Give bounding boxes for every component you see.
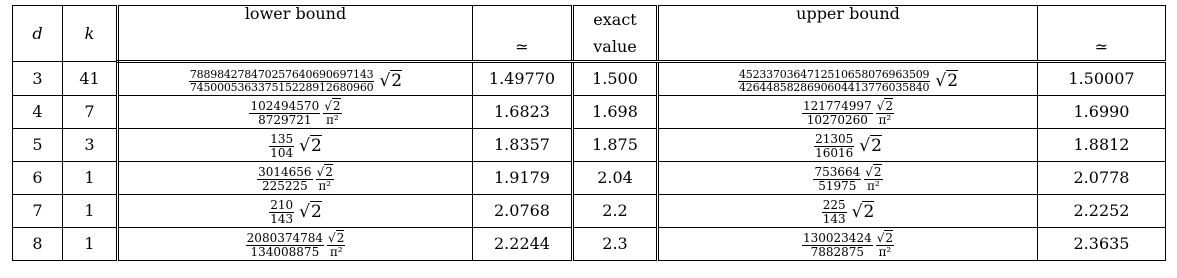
cell-lower-approx: 1.49770 — [473, 62, 573, 96]
radicand: 2 — [873, 165, 882, 180]
cell-d: 4 — [13, 96, 63, 129]
header-exact-line2: value — [573, 33, 658, 62]
cell-lower-approx: 1.8357 — [473, 129, 573, 162]
header-exact-line1: exact — [573, 6, 658, 34]
cell-k: 3 — [63, 129, 118, 162]
denominator: 16016 — [815, 146, 854, 160]
cell-lower-approx: 1.6823 — [473, 96, 573, 129]
numerator: 3014656 — [258, 165, 312, 180]
header-k: k — [63, 6, 118, 62]
bound-expression — [802, 232, 894, 258]
sqrt-sign: √ — [324, 99, 332, 114]
bound-expression — [269, 199, 322, 225]
cell-lower-bound — [118, 162, 473, 195]
cell-k: 1 — [63, 195, 118, 228]
bound-expression — [814, 133, 882, 159]
pi-squared: π² — [329, 245, 343, 260]
sqrt2-over-pi2 — [327, 232, 345, 258]
cell-exact: 2.2 — [573, 195, 658, 228]
radicand: 2 — [310, 136, 322, 156]
sqrt-two — [328, 232, 344, 245]
cell-exact: 1.698 — [573, 96, 658, 129]
cell-lower-bound — [118, 96, 473, 129]
fraction — [269, 133, 294, 159]
cell-lower-bound — [118, 62, 473, 96]
pi-squared: π² — [318, 179, 332, 194]
radicand: 2 — [391, 70, 403, 91]
numerator: 210 — [270, 198, 294, 213]
cell-k: 1 — [63, 228, 118, 261]
cell-upper-bound — [658, 162, 1038, 195]
radicand: 2 — [871, 136, 882, 156]
bound-expression — [246, 232, 346, 258]
table-row — [13, 96, 1166, 129]
bound-expression — [269, 133, 322, 159]
bounds-table — [12, 5, 1166, 261]
cell-exact: 2.3 — [573, 228, 658, 261]
header-upper-bound-spacer — [658, 33, 1038, 62]
cell-d: 3 — [13, 62, 63, 96]
fraction — [802, 100, 873, 126]
table-row — [13, 62, 1166, 96]
bound-expression — [249, 100, 341, 126]
pi-squared: π² — [878, 245, 892, 260]
cell-exact: 1.500 — [573, 62, 658, 96]
sqrt2-over-pi2 — [864, 166, 882, 192]
table-row — [13, 129, 1166, 162]
sqrt-two — [317, 166, 333, 179]
cell-upper-approx: 2.2252 — [1038, 195, 1166, 228]
header-approx-top-spacer — [473, 6, 573, 34]
table-row — [13, 195, 1166, 228]
radicand: 2 — [885, 231, 893, 246]
header-lower-bound-spacer — [118, 33, 473, 62]
header-approx-lower: ≃ — [473, 33, 573, 62]
cell-lower-approx: 2.2244 — [473, 228, 573, 261]
cell-lower-bound — [118, 195, 473, 228]
cell-upper-bound — [658, 129, 1038, 162]
numerator: 21305 — [815, 132, 854, 147]
sqrt2-over-pi2 — [876, 232, 894, 258]
bound-expression — [257, 166, 334, 192]
pi-squared: π² — [867, 179, 880, 194]
sqrt-two — [299, 138, 322, 155]
sqrt-two — [852, 204, 875, 221]
table-row — [13, 162, 1166, 195]
header-d: d — [13, 6, 63, 62]
denominator: 8729721 — [258, 112, 312, 127]
fraction — [802, 232, 873, 258]
sqrt-sign: √ — [876, 99, 885, 114]
radicand: 2 — [332, 99, 341, 114]
denominator: 134008875 — [250, 244, 320, 259]
header-lower-bound: lower bound — [118, 6, 473, 34]
sqrt2-over-pi2 — [323, 100, 341, 126]
radicand: 2 — [310, 202, 322, 222]
cell-d: 5 — [13, 129, 63, 162]
sqrt-sign: √ — [876, 231, 885, 246]
bound-expression — [189, 69, 402, 93]
sqrt-sign: √ — [851, 202, 863, 222]
fraction — [814, 133, 854, 159]
denominator: 7882875 — [810, 244, 865, 259]
denominator: 745000536337515228912680960 — [189, 80, 374, 94]
cell-exact: 1.875 — [573, 129, 658, 162]
fraction — [257, 166, 312, 192]
numerator: 788984278470257640690697143 — [189, 67, 374, 81]
fraction — [249, 100, 320, 126]
header-approx-upper: ≃ — [1038, 33, 1166, 62]
cell-upper-approx: 1.6990 — [1038, 96, 1166, 129]
sqrt-two — [877, 232, 893, 245]
denominator: 104 — [270, 146, 294, 160]
sqrt-sign: √ — [328, 231, 336, 246]
cell-k: 1 — [63, 162, 118, 195]
bound-expression — [738, 69, 958, 93]
fraction — [246, 232, 324, 258]
cell-d: 7 — [13, 195, 63, 228]
table-row — [13, 228, 1166, 261]
sqrt-sign: √ — [379, 70, 391, 91]
bound-expression — [802, 100, 894, 126]
cell-d: 8 — [13, 228, 63, 261]
cell-k: 41 — [63, 62, 118, 96]
cell-lower-bound — [118, 129, 473, 162]
radicand: 2 — [947, 70, 959, 91]
cell-upper-approx: 2.3635 — [1038, 228, 1166, 261]
cell-upper-approx: 1.8812 — [1038, 129, 1166, 162]
denominator: 143 — [822, 212, 846, 226]
numerator: 135 — [270, 132, 294, 147]
sqrt-two — [877, 100, 893, 113]
numerator: 130023424 — [802, 231, 872, 246]
pi-squared: π² — [326, 113, 339, 128]
sqrt-sign: √ — [316, 165, 325, 180]
sqrt-sign: √ — [935, 70, 947, 91]
cell-lower-approx: 2.0768 — [473, 195, 573, 228]
table-body — [13, 62, 1166, 261]
numerator: 102494570 — [250, 99, 320, 114]
header-approx2-top-spacer — [1038, 6, 1166, 34]
fraction — [269, 199, 294, 225]
sqrt-sign: √ — [865, 165, 873, 180]
cell-upper-bound — [658, 228, 1038, 261]
cell-upper-approx: 2.0778 — [1038, 162, 1166, 195]
sqrt-sign: √ — [299, 136, 310, 156]
sqrt-two — [935, 70, 959, 91]
fraction — [738, 69, 930, 93]
denominator: 143 — [270, 212, 294, 226]
cell-upper-bound — [658, 62, 1038, 96]
numerator: 2080374784 — [246, 231, 324, 246]
header-upper-bound: upper bound — [658, 6, 1038, 34]
pi-squared: π² — [878, 113, 892, 128]
cell-d: 6 — [13, 162, 63, 195]
cell-k: 7 — [63, 96, 118, 129]
sqrt-two — [865, 166, 881, 179]
sqrt-sign: √ — [859, 136, 871, 156]
sqrt-two — [859, 138, 882, 155]
sqrt-sign: √ — [299, 202, 310, 222]
sqrt-two — [379, 70, 403, 91]
numerator: 121774997 — [802, 99, 872, 114]
radicand: 2 — [885, 99, 893, 114]
sqrt2-over-pi2 — [316, 166, 334, 192]
denominator: 10270260 — [806, 112, 868, 127]
sqrt-two — [324, 100, 340, 113]
denominator: 51975 — [818, 178, 857, 193]
fraction — [813, 166, 861, 192]
denominator: 4264485828690604413776035840 — [738, 80, 930, 94]
cell-upper-bound — [658, 96, 1038, 129]
sqrt2-over-pi2 — [876, 100, 894, 126]
radicand: 2 — [336, 231, 345, 246]
radicand: 2 — [325, 165, 333, 180]
numerator: 4523370364712510658076963509 — [738, 67, 930, 81]
cell-lower-bound — [118, 228, 473, 261]
radicand: 2 — [863, 202, 875, 222]
sqrt-two — [299, 204, 322, 221]
denominator: 225225 — [261, 178, 308, 193]
numerator: 225 — [822, 198, 846, 213]
cell-upper-approx: 1.50007 — [1038, 62, 1166, 96]
bound-expression — [822, 199, 875, 225]
cell-upper-bound — [658, 195, 1038, 228]
cell-lower-approx: 1.9179 — [473, 162, 573, 195]
numerator: 753664 — [814, 165, 861, 180]
cell-exact: 2.04 — [573, 162, 658, 195]
fraction — [822, 199, 847, 225]
bound-expression — [813, 166, 882, 192]
fraction — [189, 69, 375, 93]
